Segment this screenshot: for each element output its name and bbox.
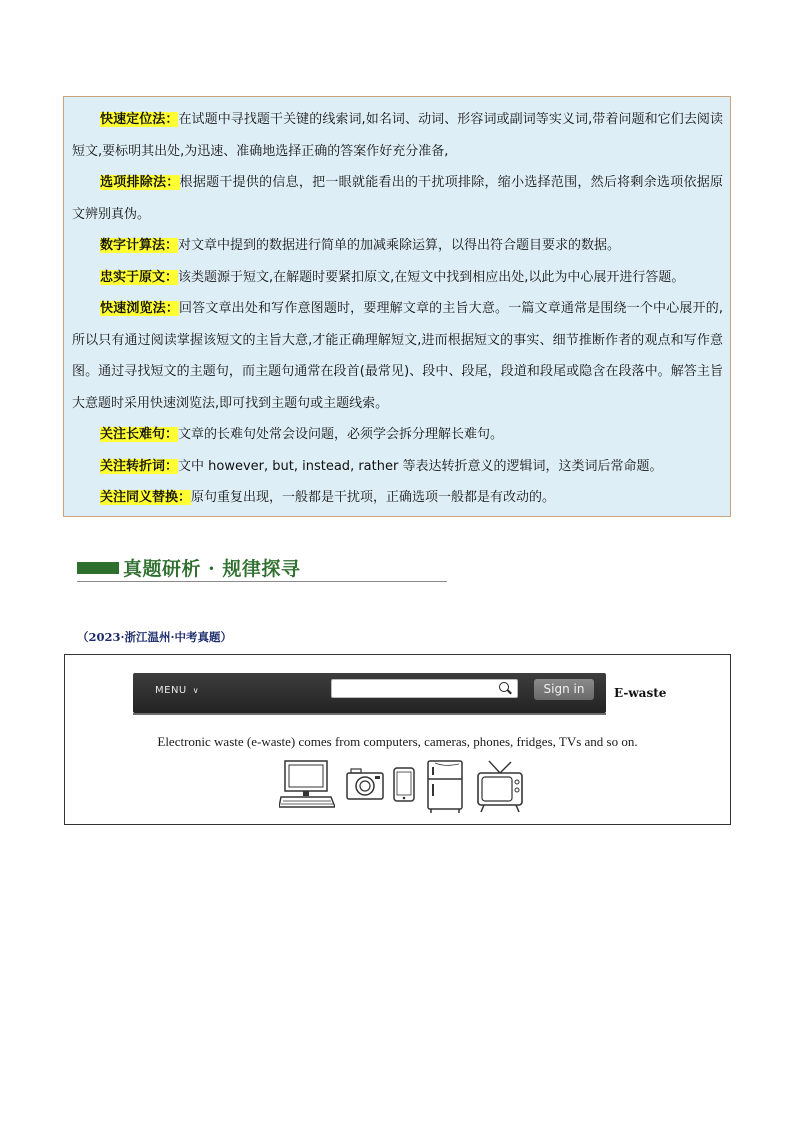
site-navbar — [133, 673, 606, 713]
tip-label: 数字计算法： — [100, 238, 179, 253]
tip-label: 快速定位法： — [100, 112, 179, 127]
tip-text: 文中 however, but, instead, rather 等表达转折意义的逻辑词，这类词后常命题。 — [178, 458, 663, 474]
passage-intro: Electronic waste (e-waste) comes from computers, cameras, phones, fridges, TVs and so on. — [157, 734, 638, 749]
navbar-shadow — [133, 713, 606, 715]
tip-3 — [72, 230, 723, 262]
tip-2 — [72, 167, 723, 230]
tip-label: 关注转折词： — [100, 458, 179, 474]
tip-text: 该类题源于短文,在解题时要紧扣原文,在短文中找到相应出处,以此为中心展开进行答题。 — [178, 269, 685, 285]
device-icons — [279, 759, 529, 814]
fridge-icon — [425, 759, 465, 814]
tip-7 — [72, 451, 723, 483]
tip-label: 关注同义替换： — [100, 490, 192, 505]
tips-box — [63, 96, 731, 517]
tip-text: 根据题干提供的信息，把一眼就能看出的干扰项排除，缩小选择范围，然后将剩余选项依据原文辨别真伪。 — [72, 175, 723, 222]
phone-icon — [391, 759, 417, 811]
section-title: 真题研析 · 规律探寻 — [123, 558, 301, 580]
tip-text: 原句重复出现，一般都是干扰项，正确选项一般都是有改动的。 — [191, 490, 556, 505]
tip-label: 快速浏览法： — [100, 301, 180, 316]
tip-text: 文章的长难句处常会设问题，必须学会拆分理解长难句。 — [178, 427, 504, 442]
tip-label: 忠实于原文： — [100, 269, 179, 285]
search-icon[interactable] — [499, 682, 509, 692]
question-box — [64, 654, 731, 825]
tip-6 — [72, 419, 723, 451]
sign-in-button[interactable]: Sign in — [534, 679, 594, 700]
tip-8 — [72, 482, 723, 514]
tip-text: 对文章中提到的数据进行简单的加减乘除运算，以得出符合题目要求的数据。 — [178, 238, 621, 253]
tip-text: 回答文章出处和写作意图题时，要理解文章的主旨大意。一篇文章通常是围绕一个中心展开的,所以只有通过阅读掌握该短文的主旨大意,才能正确理解短文,进而根据短文的事实、细节推断作者的观点和写作意图。通过寻找短文的主题句，而主题句通常在段首(最常见)、段中、段尾，段道和段尾或隐含在段落中。解答主旨大意题时采用快速浏览法,即可找到主题句或主题线索。 — [72, 301, 723, 411]
passage-title: E-waste — [614, 686, 667, 700]
section-heading — [77, 554, 447, 582]
section-bar — [77, 562, 119, 574]
section-rule — [77, 581, 447, 582]
question-source: （2023·浙江温州·中考真题） — [77, 630, 233, 644]
tip-text: 在试题中寻找题干关键的线索词,如名词、动词、形容词或副词等实义词,带着问题和它们去阅读短文,要标明其出处,为迅速、准确地选择正确的答案作好充分准备, — [72, 112, 723, 159]
search-input[interactable] — [331, 679, 518, 698]
tip-label: 选项排除法： — [100, 175, 180, 190]
menu-label: MENU — [155, 685, 187, 696]
tip-5 — [72, 293, 723, 419]
chevron-down-icon: ∨ — [192, 686, 200, 695]
tip-4 — [72, 262, 723, 294]
tip-1 — [72, 104, 723, 167]
camera-icon — [345, 759, 385, 811]
computer-icon — [279, 759, 335, 811]
tv-icon — [475, 759, 525, 814]
tip-label: 关注长难句： — [100, 427, 179, 442]
menu-button[interactable] — [155, 685, 199, 696]
